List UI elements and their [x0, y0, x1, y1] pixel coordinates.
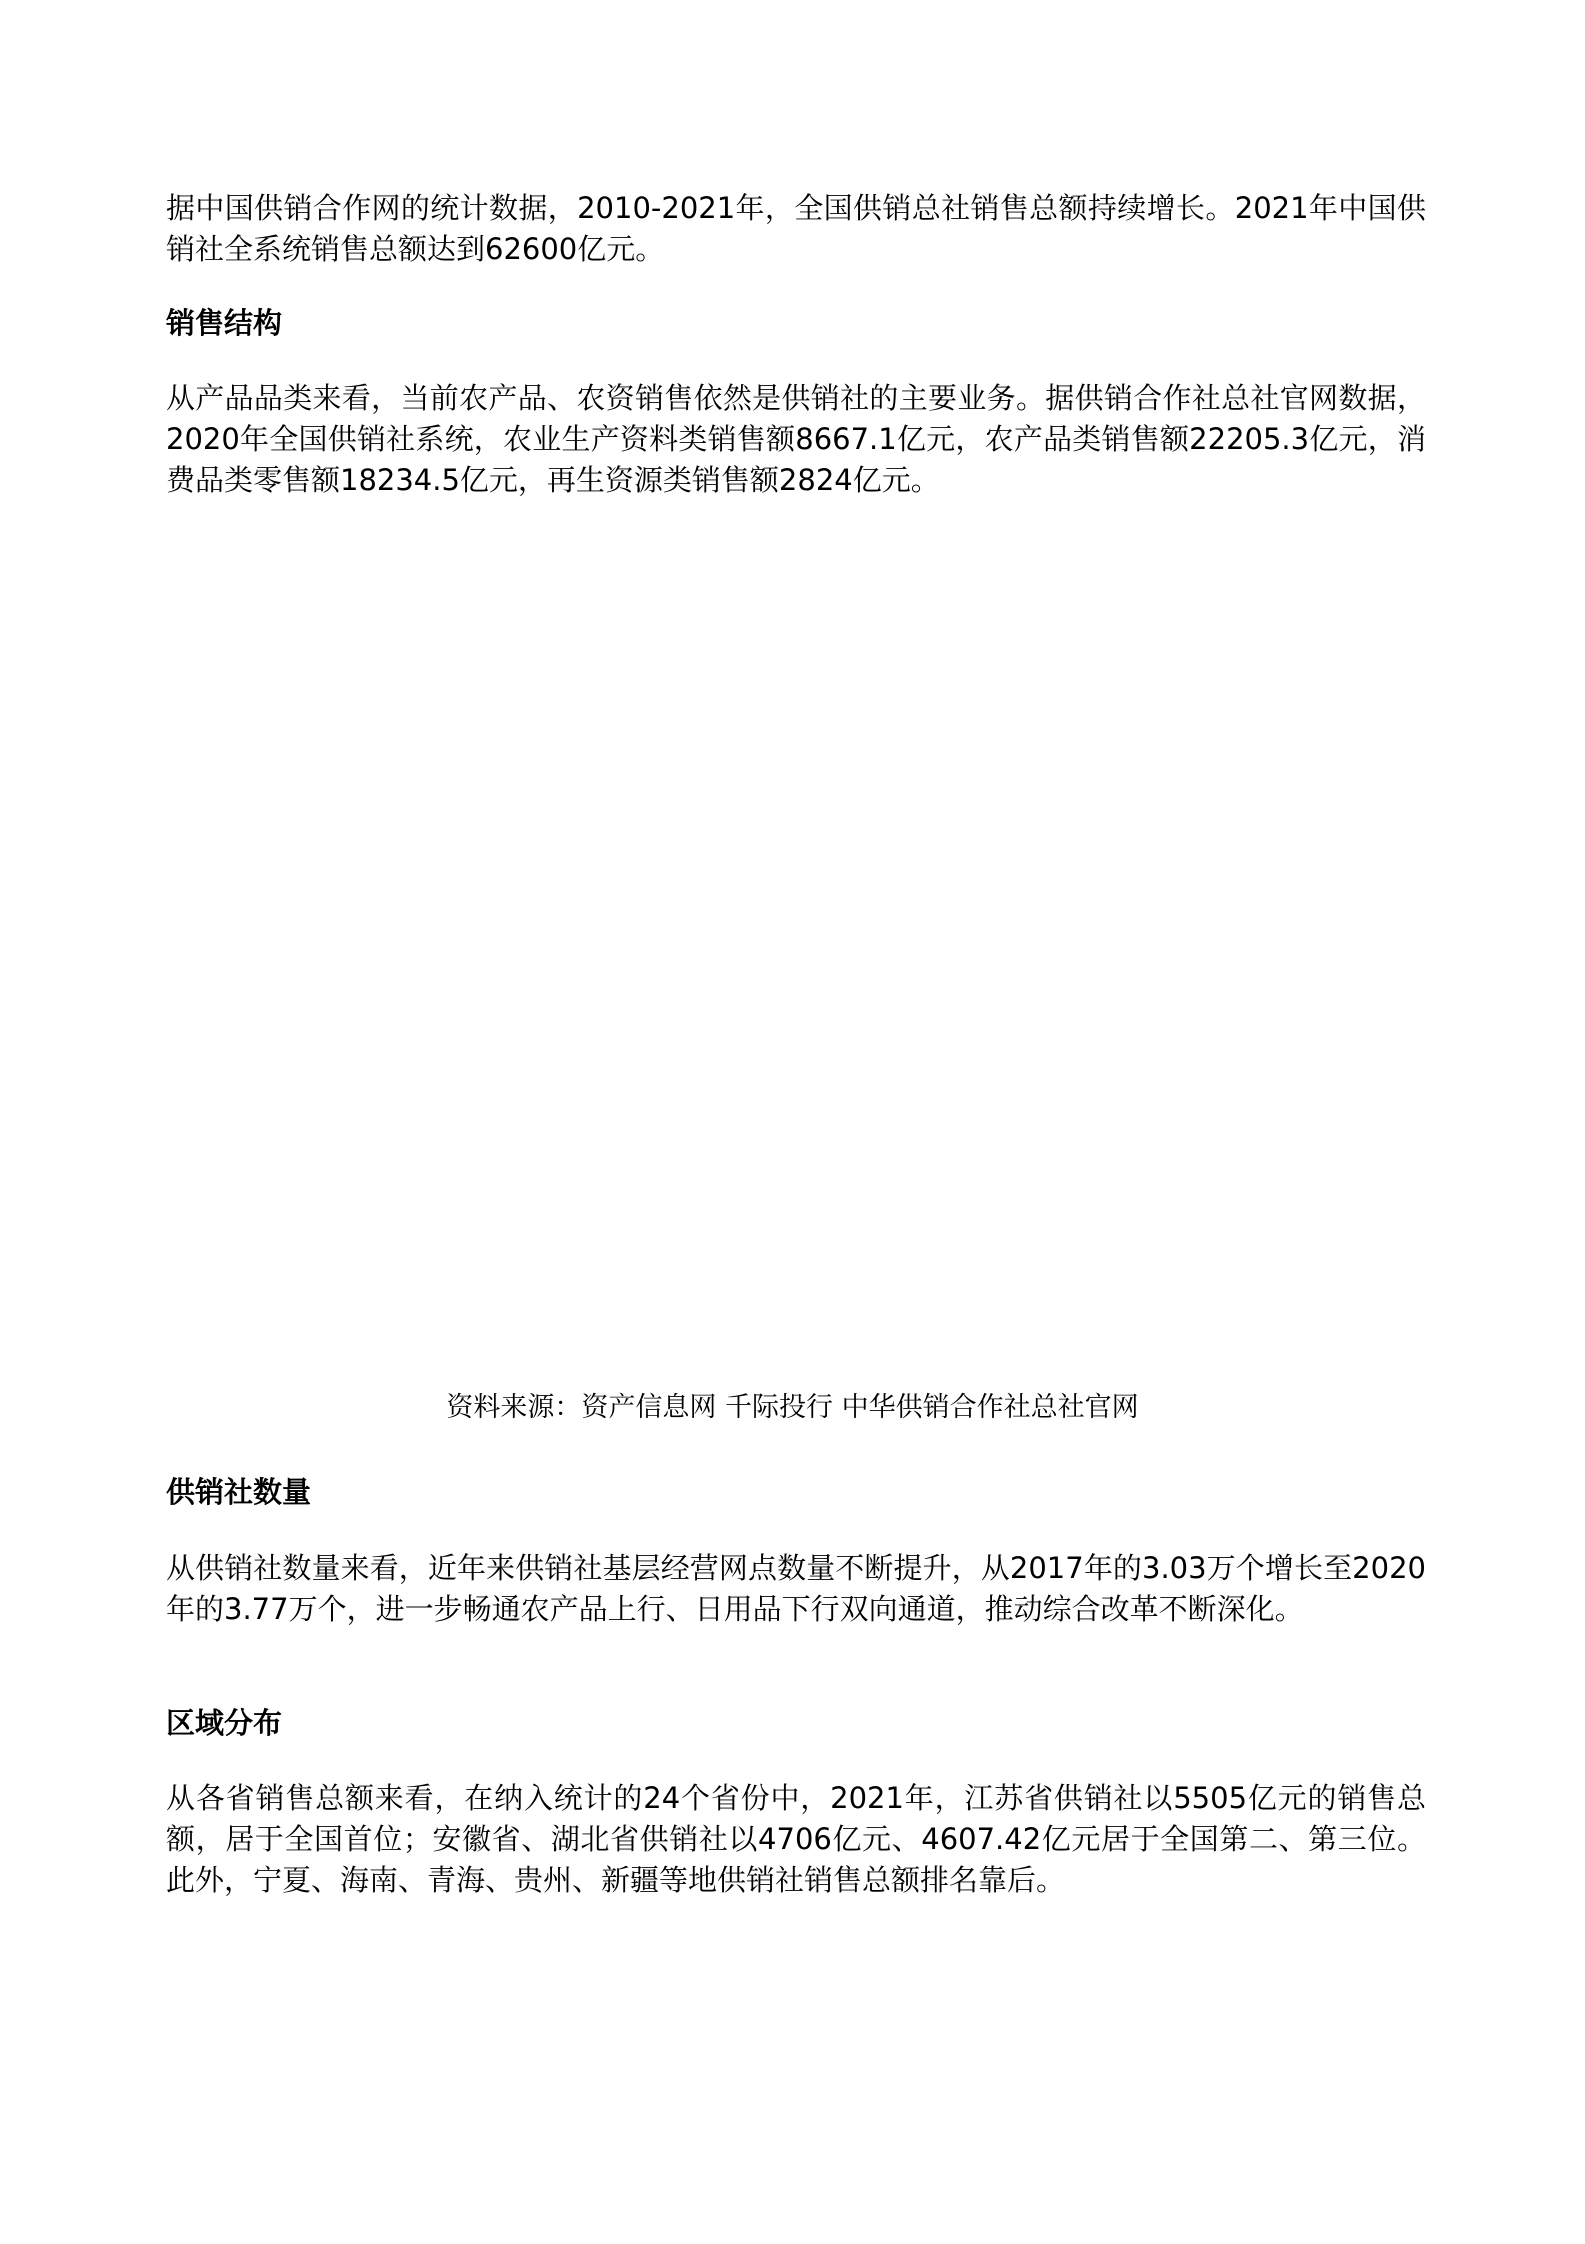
- sales-structure-paragraph: 从产品品类来看，当前农产品、农资销售依然是供销社的主要业务。据供销合作社总社官网数据，2020年全国供销社系统，农业生产资料类销售额8667.1亿元，农产品类销售额22205.3亿元，消费品类零售额18234.5亿元，再生资源类销售额2824亿元。: [166, 381, 1426, 497]
- figure-caption: 资料来源：资产信息网 千际投行 中华供销合作社总社官网: [446, 1392, 1139, 1423]
- heading-sales-structure: 销售结构: [166, 306, 283, 340]
- heading-coop-count: 供销社数量: [166, 1475, 312, 1509]
- regional-paragraph: 从各省销售总额来看，在纳入统计的24个省份中，2021年，江苏省供销社以5505亿元的销售总额，居于全国首位；安徽省、湖北省供销社以4706亿元、4607.42亿元居于全国第二、第三位。此外，宁夏、海南、青海、贵州、新疆等地供销社销售总额排名靠后。: [166, 1781, 1426, 1897]
- coop-count-paragraph: 从供销社数量来看，近年来供销社基层经营网点数量不断提升，从2017年的3.03万个增长至2020年的3.77万个，进一步畅通农产品上行、日用品下行双向通道，推动综合改革不断深化。: [166, 1551, 1426, 1626]
- heading-regional: 区域分布: [166, 1706, 283, 1740]
- figure-area: [166, 530, 1426, 1360]
- intro-paragraph: 据中国供销合作网的统计数据，2010-2021年，全国供销总社销售总额持续增长。2021年中国供销社全系统销售总额达到62600亿元。: [166, 191, 1426, 266]
